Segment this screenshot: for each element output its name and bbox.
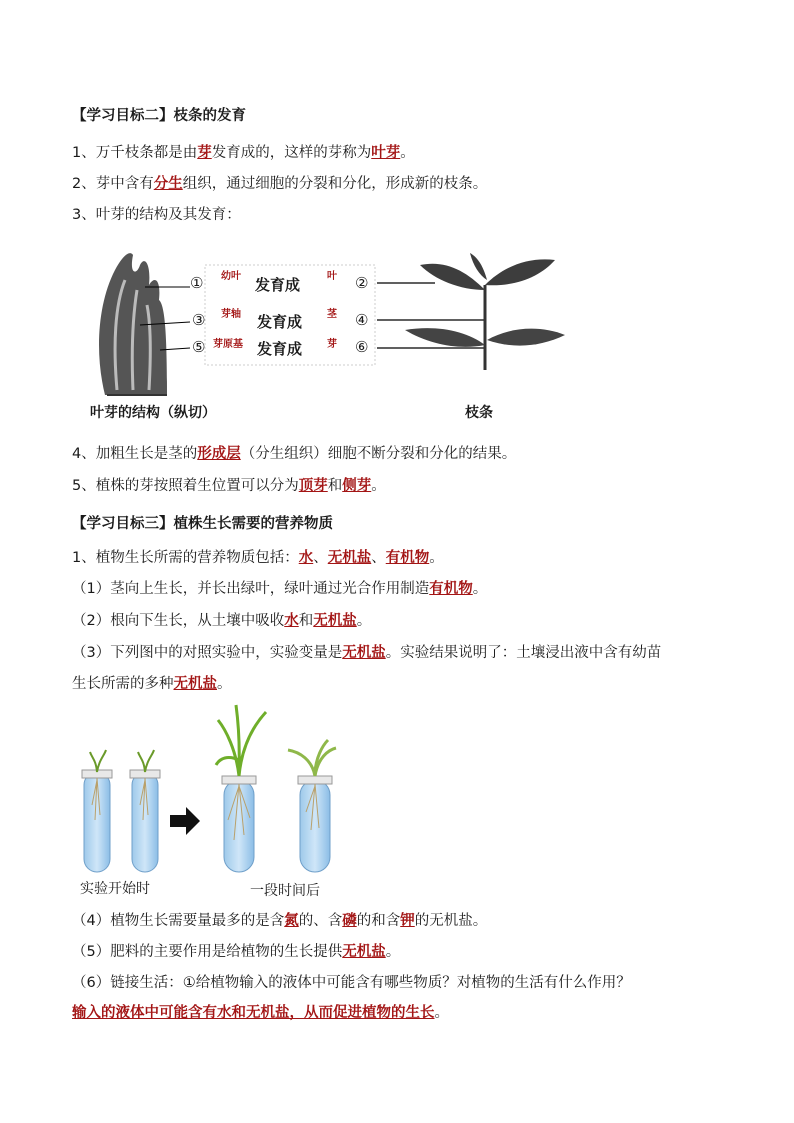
text: 。 bbox=[371, 478, 386, 494]
text: 4、加粗生长是茎的 bbox=[72, 446, 198, 462]
caption-bud-structure: 叶芽的结构（纵切） bbox=[90, 405, 216, 421]
circle-6: ⑥ bbox=[355, 338, 369, 356]
label-stem: 茎 bbox=[327, 309, 337, 320]
goal2-item-1 bbox=[72, 143, 415, 163]
goal2-item-3: 3、叶芽的结构及其发育： bbox=[72, 207, 241, 223]
answer: 有机物 bbox=[429, 581, 473, 597]
goal3-sub-2 bbox=[72, 611, 371, 631]
answer: 有机物 bbox=[385, 550, 430, 566]
caption-branch: 枝条 bbox=[465, 405, 493, 421]
goal3-sub-1 bbox=[72, 579, 487, 599]
goal3-sub-4 bbox=[72, 911, 487, 931]
section-title-goal2: 【学习目标二】枝条的发育 bbox=[72, 108, 246, 124]
goal3-sub-6: （6）链接生活：①给植物输入的液体中可能含有哪些物质？对植物的生活有什么作用？ bbox=[72, 975, 631, 991]
text: 。 bbox=[217, 676, 232, 692]
answer: 水 bbox=[284, 613, 299, 629]
text: 。 bbox=[472, 581, 488, 597]
text: 的和含 bbox=[356, 913, 401, 929]
goal3-sub-3a bbox=[72, 643, 661, 663]
text: 。 bbox=[400, 145, 415, 161]
develop-text: 发育成 bbox=[255, 276, 301, 294]
answer: 分生 bbox=[153, 176, 183, 192]
answer: 钾 bbox=[400, 913, 415, 929]
answer: 形成层 bbox=[197, 446, 241, 462]
goal2-item-2 bbox=[72, 174, 487, 194]
text: 。实验结果说明了：土壤浸出液中含有幼苗 bbox=[385, 645, 662, 661]
test-tubes-drawing bbox=[78, 700, 358, 880]
answer: 无机盐 bbox=[173, 676, 217, 692]
answer: 叶芽 bbox=[371, 145, 401, 161]
text: 2、芽中含有 bbox=[72, 176, 154, 192]
circle-3: ③ bbox=[192, 311, 206, 329]
answer: 氮 bbox=[284, 913, 299, 929]
circle-5: ⑤ bbox=[192, 338, 206, 356]
text: （1）茎向上生长，并长出绿叶，绿叶通过光合作用制造 bbox=[72, 581, 430, 597]
section-title-goal3: 【学习目标三】植株生长需要的营养物质 bbox=[72, 516, 333, 532]
text: 和 bbox=[327, 478, 343, 494]
label-young-leaf: 幼叶 bbox=[221, 271, 241, 282]
develop-text: 发育成 bbox=[257, 313, 303, 331]
goal3-sub-5 bbox=[72, 942, 400, 962]
answer: 无机盐 bbox=[327, 550, 372, 566]
text: 组织，通过细胞的分裂和分化，形成新的枝条。 bbox=[182, 176, 488, 192]
goal3-answer bbox=[72, 1003, 449, 1023]
text: 5、植株的芽按照着生位置可以分为 bbox=[72, 478, 299, 494]
answer: 无机盐 bbox=[313, 613, 357, 629]
text: （4）植物生长需要量最多的是含 bbox=[72, 913, 285, 929]
text: 1、万千枝条都是由 bbox=[72, 145, 198, 161]
text: 1、植物生长所需的营养物质包括： bbox=[72, 550, 299, 566]
goal2-item-5 bbox=[72, 476, 386, 496]
text: （3）下列图中的对照实验中，实验变量是 bbox=[72, 645, 343, 661]
label-bud-axis: 芽轴 bbox=[221, 309, 241, 320]
goal3-sub-3b bbox=[72, 674, 232, 694]
test-tube-figure bbox=[78, 700, 358, 905]
answer: 水 bbox=[298, 550, 314, 566]
answer: 磷 bbox=[342, 913, 357, 929]
develop-text: 发育成 bbox=[257, 340, 303, 358]
text: 。 bbox=[429, 550, 444, 566]
answer: 输入的液体中可能含有水和无机盐，从而促进植物的生长 bbox=[72, 1005, 435, 1021]
answer: 芽 bbox=[197, 145, 212, 161]
leaf-bud-figure bbox=[85, 245, 575, 430]
text: 。 bbox=[356, 613, 372, 629]
text: （分生组织）细胞不断分裂和分化的结果。 bbox=[240, 446, 517, 462]
text: 。 bbox=[385, 944, 401, 960]
text: 的、含 bbox=[298, 913, 343, 929]
label-bud: 芽 bbox=[327, 339, 337, 350]
caption-experiment-start: 实验开始时 bbox=[80, 881, 150, 897]
label-leaf: 叶 bbox=[327, 271, 337, 282]
text: 发育成的，这样的芽称为 bbox=[211, 145, 372, 161]
circle-4: ④ bbox=[355, 311, 369, 329]
caption-after-time: 一段时间后 bbox=[250, 883, 320, 899]
text: 的无机盐。 bbox=[414, 913, 488, 929]
answer: 无机盐 bbox=[342, 944, 386, 960]
answer: 侧芽 bbox=[342, 478, 372, 494]
text: 生长所需的多种 bbox=[72, 676, 174, 692]
goal2-item-4 bbox=[72, 444, 516, 464]
label-bud-primordium: 芽原基 bbox=[213, 339, 243, 350]
text: 、 bbox=[313, 550, 328, 566]
text: 、 bbox=[371, 550, 386, 566]
goal3-item-1 bbox=[72, 548, 444, 568]
text: （2）根向下生长，从土壤中吸收 bbox=[72, 613, 285, 629]
answer: 无机盐 bbox=[342, 645, 386, 661]
circle-2: ② bbox=[355, 274, 369, 292]
text: 和 bbox=[298, 613, 314, 629]
text: （5）肥料的主要作用是给植物的生长提供 bbox=[72, 944, 343, 960]
text: 。 bbox=[434, 1005, 449, 1021]
circle-1: ① bbox=[190, 274, 204, 292]
answer: 顶芽 bbox=[298, 478, 328, 494]
